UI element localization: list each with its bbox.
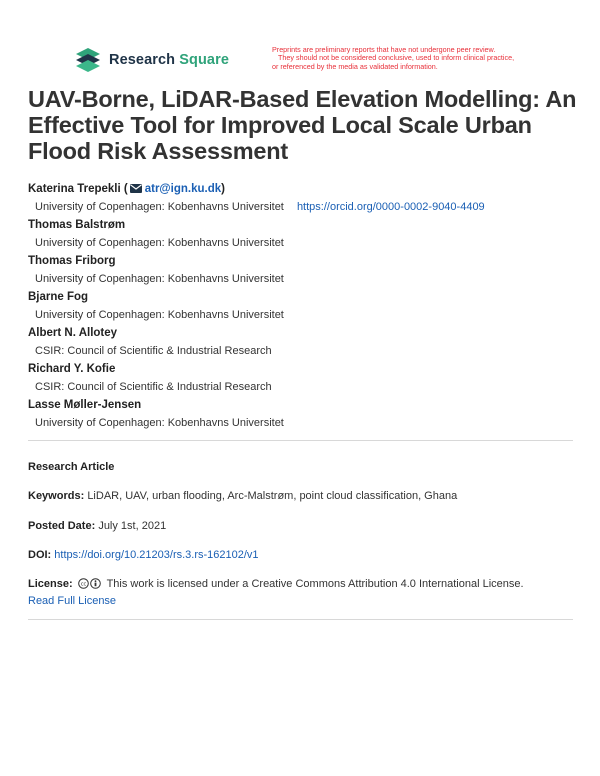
author-affiliation: University of Copenhagen: Kobenhavns Universitet [35, 417, 284, 429]
article-type: Research Article [28, 461, 115, 473]
read-full-license-link[interactable]: Read Full License [28, 595, 117, 607]
keywords-label: Keywords: [28, 490, 85, 502]
article-title: UAV-Borne, LiDAR-Based Elevation Modelling: An Effective Tool for Improved Local Scale Urban Flood Risk Assessment [28, 86, 577, 164]
author-entry [28, 216, 588, 252]
author-entry [28, 396, 588, 432]
posted-date-value: July 1st, 2021 [98, 520, 167, 532]
svg-text:cc: cc [80, 581, 86, 588]
author-affiliation: CSIR: Council of Scientific & Industrial Research [35, 381, 272, 393]
author-name: Albert N. Allotey [28, 327, 118, 339]
logo-word-square: Square [179, 52, 229, 68]
doi-label: DOI: [28, 549, 52, 561]
logo-word-research: Research [109, 52, 176, 68]
author-affiliation: CSIR: Council of Scientific & Industrial Research [35, 345, 272, 357]
author-name: Lasse Møller-Jensen [28, 399, 142, 411]
author-name: Richard Y. Kofie [28, 363, 116, 375]
keywords-row [28, 490, 588, 502]
author-entry [28, 360, 588, 396]
preprint-notice [272, 46, 547, 71]
doi-row [28, 549, 588, 561]
author-email-link[interactable]: atr@ign.ku.dk [144, 183, 222, 195]
orcid-link[interactable]: https://orcid.org/0000-0002-9040-4409 [296, 201, 485, 213]
envelope-icon [130, 184, 142, 193]
creative-commons-icon [78, 578, 102, 589]
author-affiliation: University of Copenhagen: Kobenhavns Universitet [35, 237, 284, 249]
posted-date-label: Posted Date: [28, 520, 96, 532]
author-name: Thomas Balstrøm [28, 219, 126, 231]
notice-line: or referenced by the media as validated information. [272, 61, 438, 71]
research-square-logo-icon [74, 47, 102, 73]
keywords-value: LiDAR, UAV, urban flooding, Arc-Malstrøm, point cloud classification, Ghana [87, 490, 458, 502]
license-label: License: [28, 578, 73, 590]
author-name: Thomas Friborg [28, 255, 116, 267]
license-row [28, 578, 588, 590]
notice-line: Preprints are preliminary reports that have not undergone peer review. [272, 45, 496, 54]
research-square-logo[interactable] [74, 47, 229, 73]
divider [28, 440, 573, 441]
author-name: Bjarne Fog [28, 291, 89, 303]
author-name: Katerina Trepekli [28, 183, 121, 195]
divider [28, 619, 573, 620]
author-entry [28, 180, 588, 216]
doi-link[interactable]: https://doi.org/10.21203/rs.3.rs-162102/v1 [54, 549, 259, 561]
license-text: This work is licensed under a Creative Commons Attribution 4.0 International License. [106, 578, 524, 590]
author-entry [28, 288, 588, 324]
notice-line: They should not be considered conclusive, used to inform clinical practice, [278, 53, 515, 63]
author-email-group: ( atr@ign.ku.dk) [123, 183, 225, 195]
logo-wordmark [109, 52, 229, 68]
author-affiliation: University of Copenhagen: Kobenhavns Universitet [35, 273, 284, 285]
author-affiliation: University of Copenhagen: Kobenhavns Universitet [35, 309, 284, 321]
author-entry [28, 252, 588, 288]
author-entry [28, 324, 588, 360]
author-list [28, 180, 588, 432]
author-affiliation: University of Copenhagen: Kobenhavns Universitet [35, 201, 284, 213]
posted-date-row [28, 520, 588, 532]
